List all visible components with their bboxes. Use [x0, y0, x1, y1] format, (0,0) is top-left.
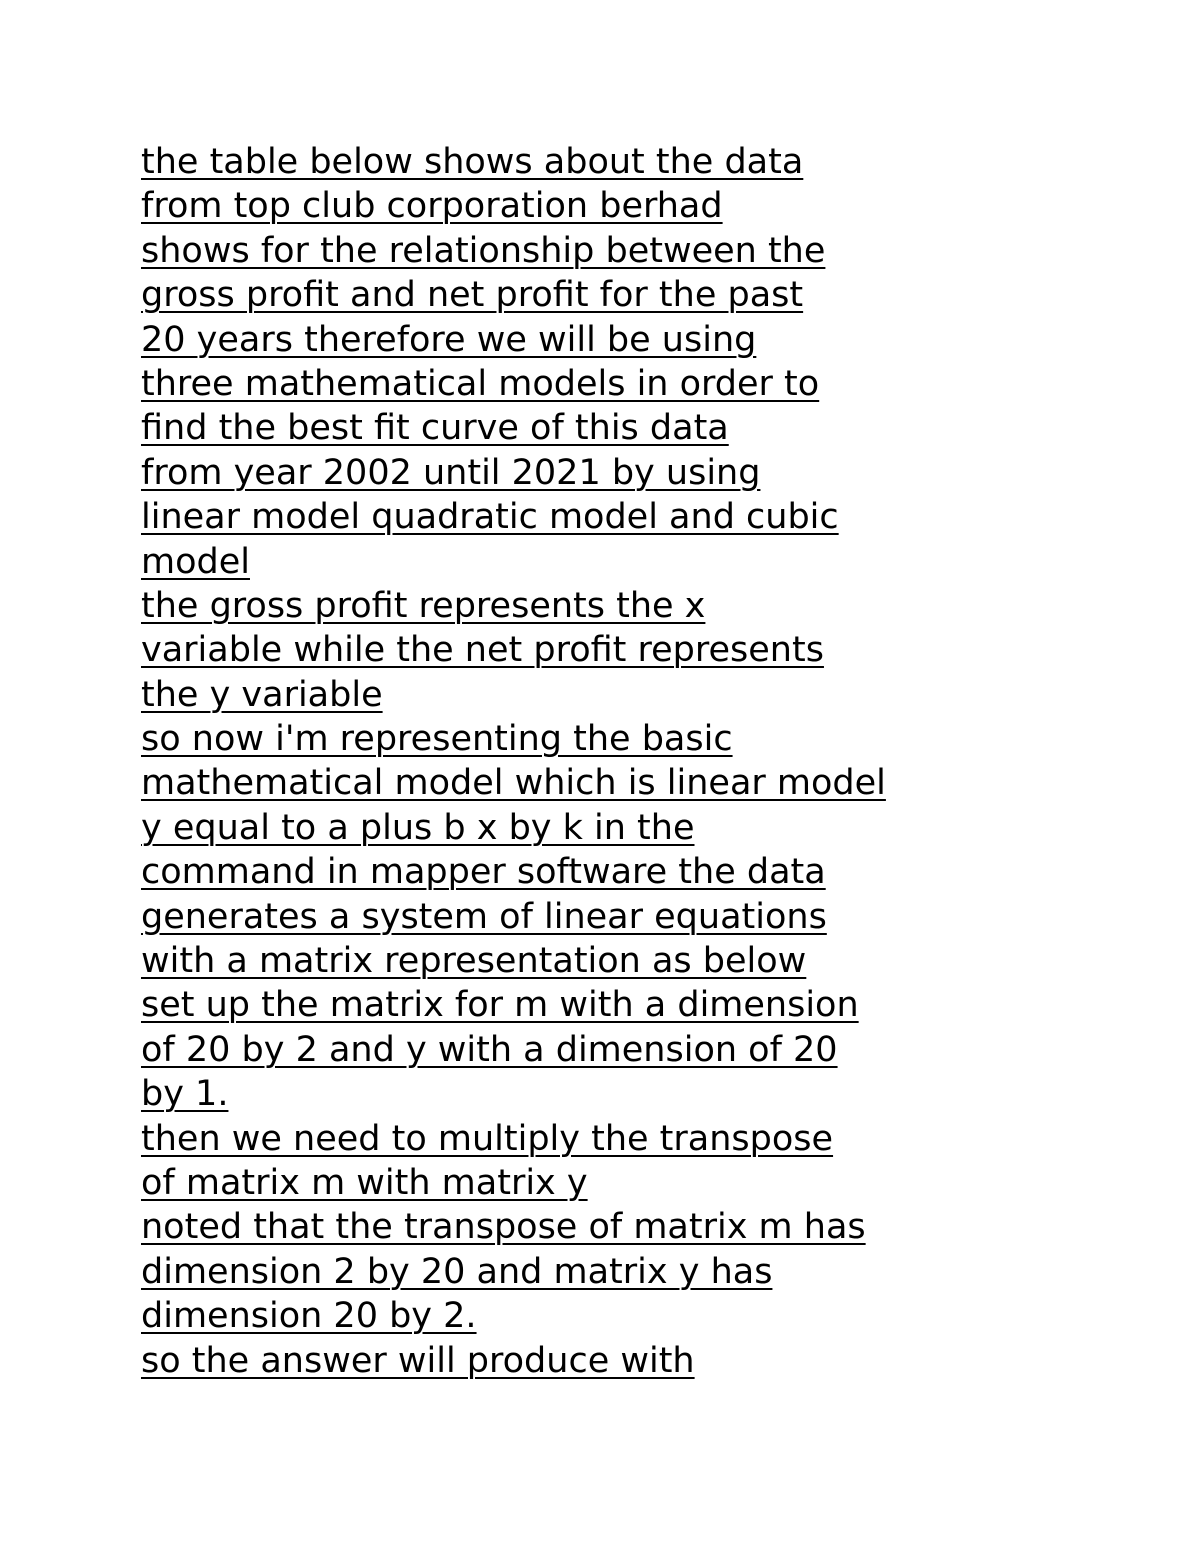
text-line: so the answer will produce with	[141, 1340, 695, 1381]
transcript-text	[141, 140, 1141, 1383]
text-line: dimension 2 by 20 and matrix y has	[141, 1251, 773, 1292]
text-line: variable while the net profit represents	[141, 630, 824, 671]
text-line: mathematical model which is linear model	[141, 763, 886, 804]
text-line: of 20 by 2 and y with a dimension of 20	[141, 1029, 838, 1070]
text-line: shows for the relationship between the	[141, 230, 826, 271]
text-line: by 1.	[141, 1074, 229, 1115]
text-line: 20 years therefore we will be using	[141, 319, 757, 360]
text-line: noted that the transpose of matrix m has	[141, 1207, 866, 1248]
text-line: set up the matrix for m with a dimension	[141, 985, 859, 1026]
text-line: command in mapper software the data	[141, 852, 826, 893]
text-line: then we need to multiply the transpose	[141, 1118, 834, 1159]
text-line: so now i'm representing the basic	[141, 719, 733, 760]
text-line: find the best fit curve of this data	[141, 408, 729, 449]
text-line: gross profit and net profit for the past	[141, 275, 804, 316]
text-line: generates a system of linear equations	[141, 896, 827, 937]
text-line: the gross profit represents the x	[141, 585, 706, 626]
text-line: from year 2002 until 2021 by using	[141, 452, 761, 493]
text-line: dimension 20 by 2.	[141, 1296, 477, 1337]
text-line: three mathematical models in order to	[141, 363, 820, 404]
text-line: with a matrix representation as below	[141, 941, 807, 982]
text-line: the y variable	[141, 674, 383, 715]
text-line: from top club corporation berhad	[141, 186, 723, 227]
text-line: model	[141, 541, 250, 582]
text-line: of matrix m with matrix y	[141, 1162, 588, 1203]
text-line: y equal to a plus b x by k in the	[141, 807, 695, 848]
text-line: linear model quadratic model and cubic	[141, 497, 839, 538]
text-line: the table below shows about the data	[141, 142, 804, 182]
